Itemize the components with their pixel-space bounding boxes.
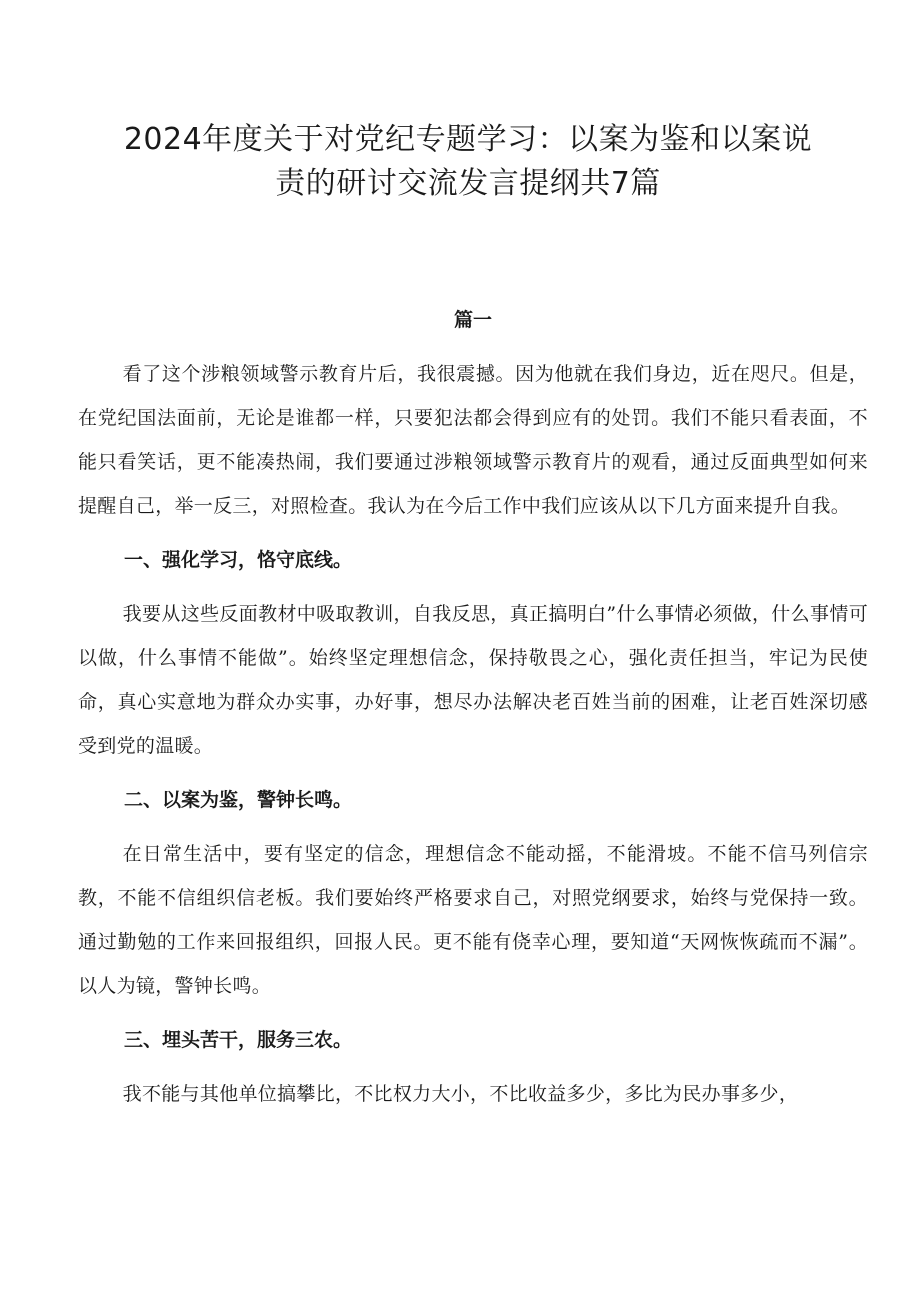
section-label: 篇一 (453, 309, 492, 331)
point-1-heading: 一、强化学习，恪守底线。 (124, 549, 353, 571)
point-1-body: 我要从这些反面教材中吸取教训，自我反思，真正搞明白”什么事情必须做，什么事情可以做，什么事情不能做”。始终坚定理想信念，保持敬畏之心，强化责任担当，牢记为民使命，真心实意地为群众办实事，办好事，想尽办法解决老百姓当前的困难，让老百姓深切感受到党的温暖。 (78, 603, 868, 757)
document-title-line-1: 2024年度关于对党纪专题学习：以案为鉴和以案说 (123, 122, 813, 157)
point-3-body: 我不能与其他单位搞攀比，不比权力大小，不比收益多少，多比为民办事多少， (122, 1083, 799, 1105)
point-2-heading: 二、以案为鉴，警钟长鸣。 (124, 789, 353, 811)
point-3-heading: 三、埋头苦干，服务三农。 (124, 1029, 353, 1051)
intro-paragraph: 看了这个涉粮领域警示教育片后，我很震撼。因为他就在我们身边，近在咫尺。但是，在党纪国法面前，无论是谁都一样，只要犯法都会得到应有的处罚。我们不能只看表面，不能只看笑话，更不能凑热闹，我们要通过涉粮领域警示教育片的观看，通过反面典型如何来提醒自己，举一反三，对照检查。我认为在今后工作中我们应该从以下几方面来提升自我。 (78, 363, 868, 517)
document-title (78, 118, 868, 206)
point-2-body: 在日常生活中，要有坚定的信念，理想信念不能动摇，不能滑坡。不能不信马列信宗教，不能不信组织信老板。我们要始终严格要求自己，对照党纲要求，始终与党保持一致。通过勤勉的工作来回报组织，回报人民。更不能有侥幸心理，要知道“天网恢恢疏而不漏”。以人为镜，警钟长鸣。 (78, 843, 868, 997)
document-title-line-2: 责的研讨交流发言提纲共7篇 (275, 166, 661, 201)
